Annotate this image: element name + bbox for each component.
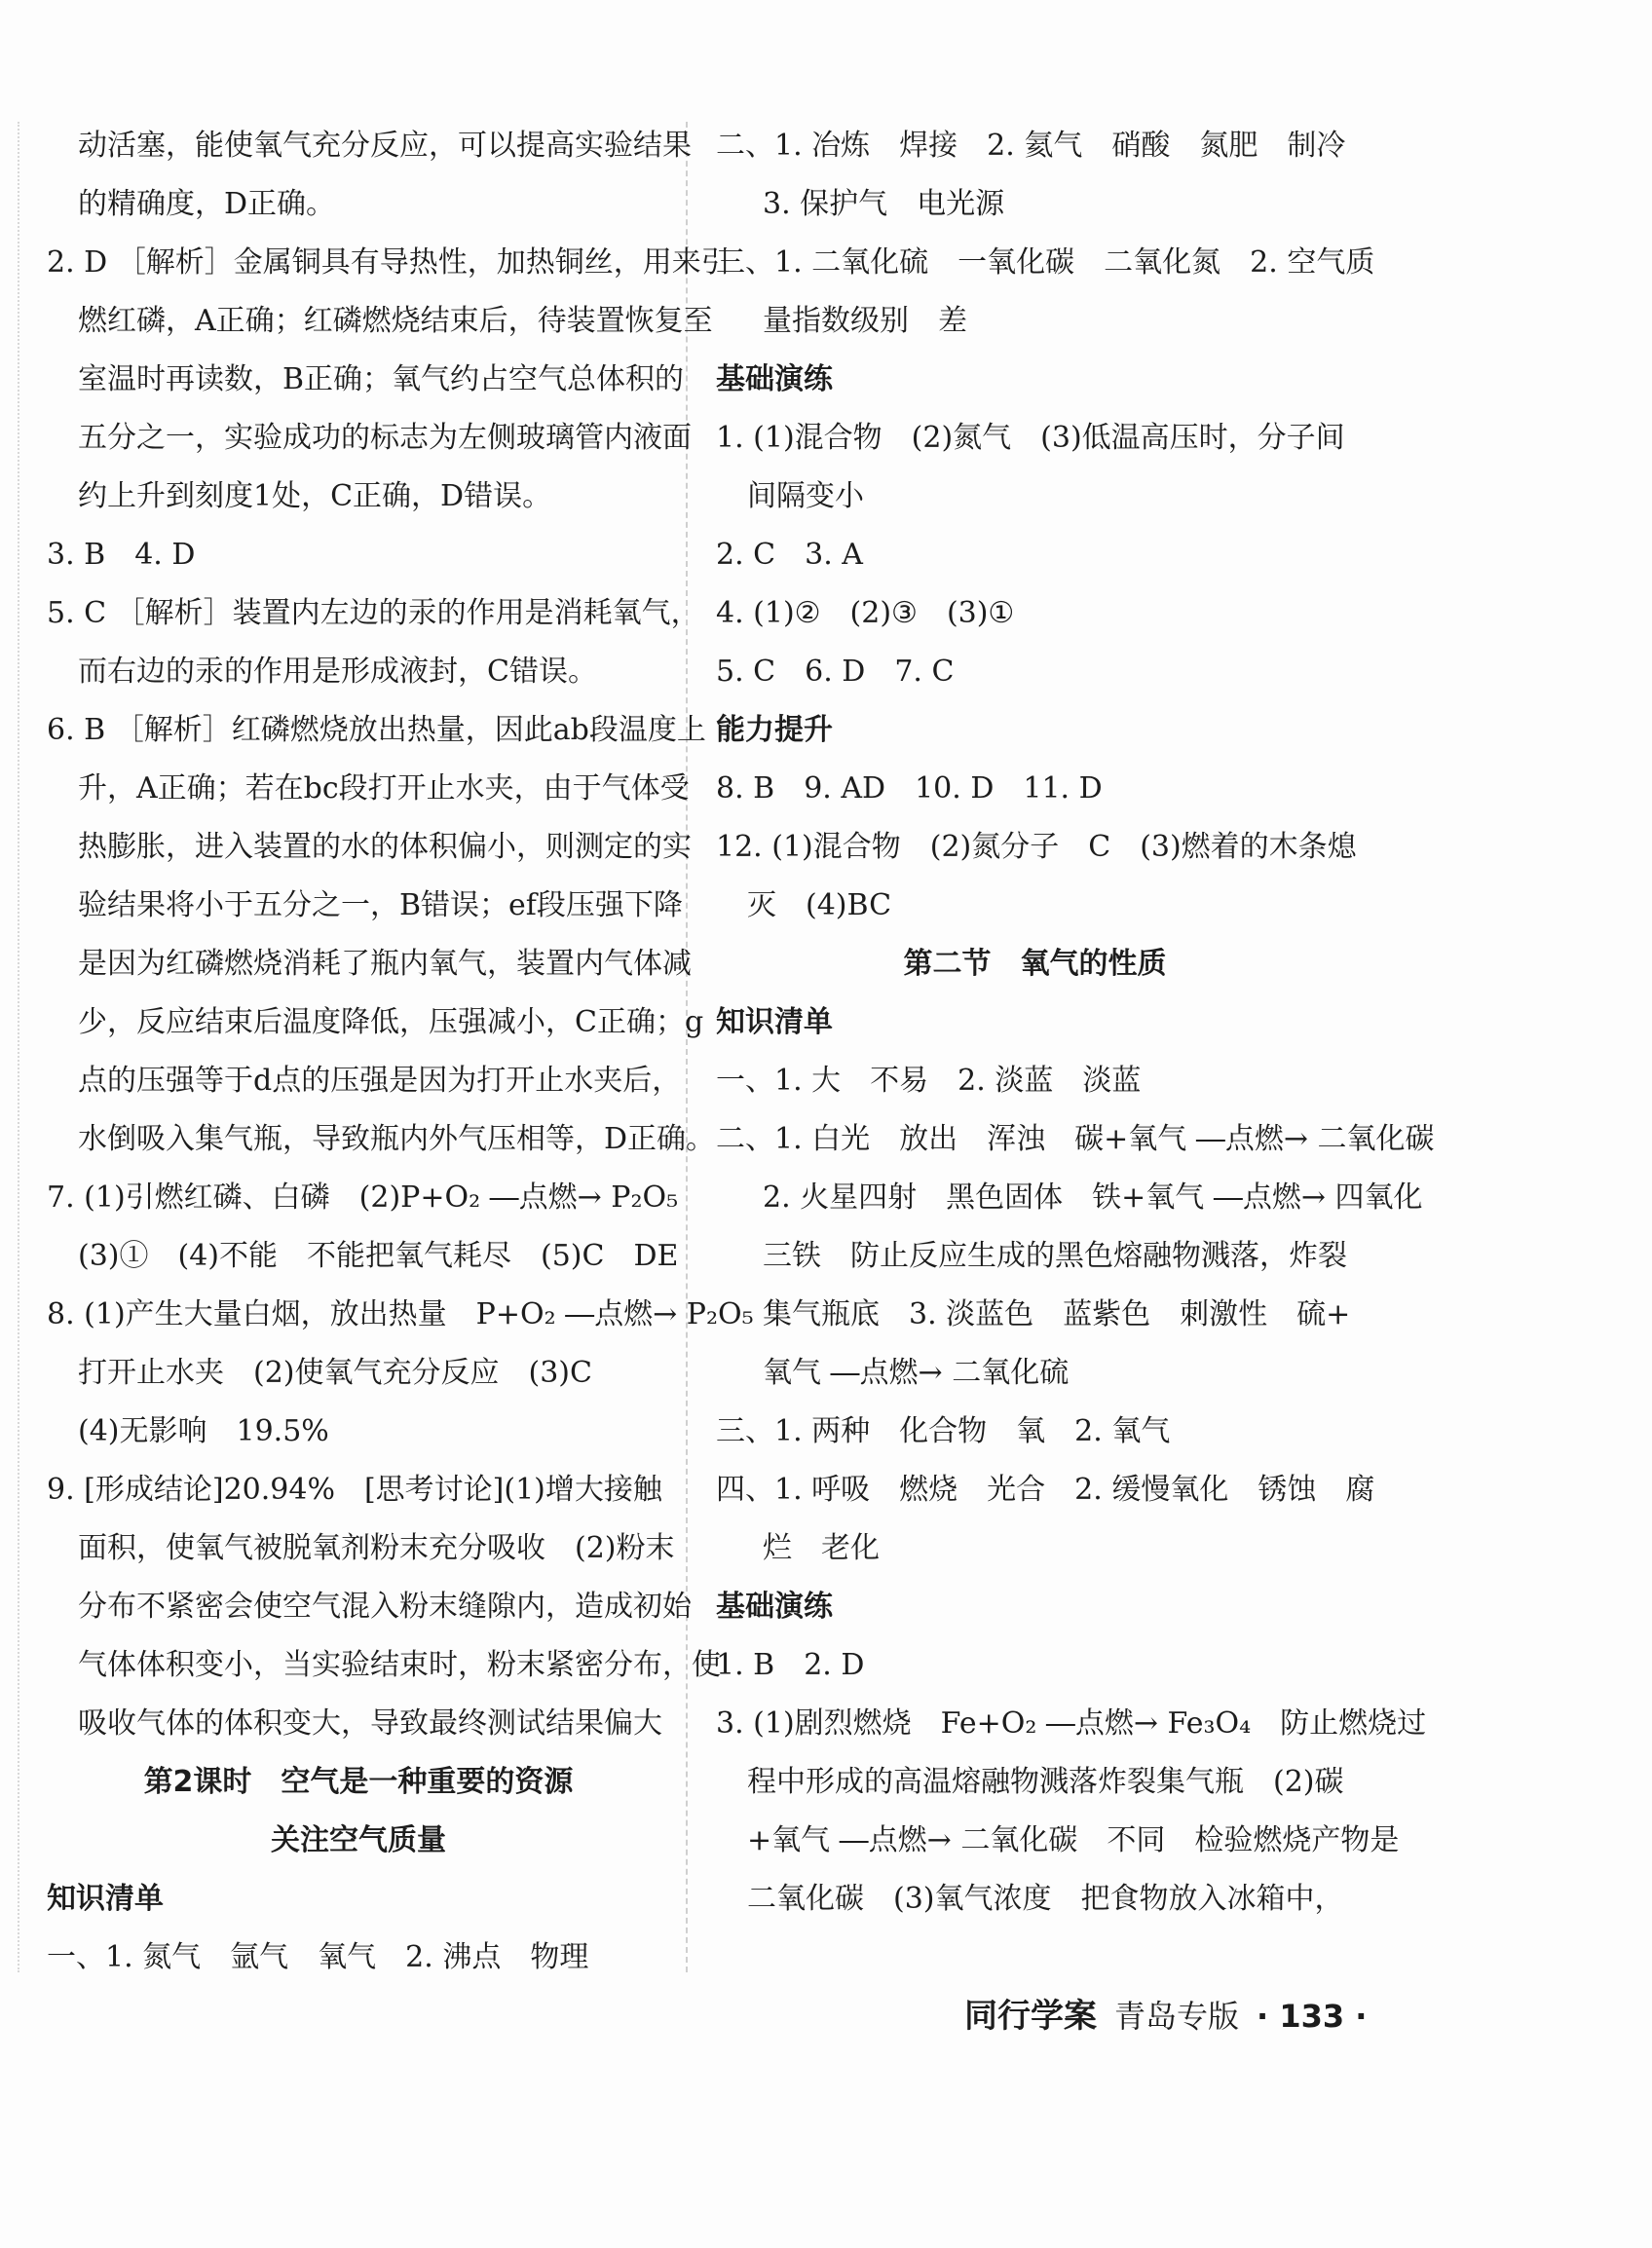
lesson-title: 第2课时 空气是一种重要的资源	[143, 1765, 574, 1799]
answer-item: 四、1. 呼吸 燃烧 光合 2. 缓慢氧化 锈蚀 腐	[716, 1473, 1375, 1507]
text-line: 验结果将小于五分之一，B错误；ef段压强下降	[78, 888, 683, 922]
text-line: 水倒吸入集气瓶，导致瓶内外气压相等，D正确。	[78, 1122, 716, 1156]
answer-item: 一、1. 大 不易 2. 淡蓝 淡蓝	[716, 1064, 1142, 1098]
answer-item: 9. [形成结论]20.94% [思考讨论](1)增大接触	[47, 1473, 662, 1507]
answer-item: 一、1. 氮气 氩气 氧气 2. 沸点 物理	[47, 1940, 589, 1974]
text-line: 打开止水夹 (2)使氧气充分反应 (3)C	[78, 1356, 592, 1390]
answer-item: 8. (1)产生大量白烟，放出热量 P+O₂ ―点燃→ P₂O₅	[47, 1297, 754, 1331]
text-line: 气体体积变小，当实验结束时，粉末紧密分布，使	[78, 1648, 721, 1682]
text-line: 少，反应结束后温度降低，压强减小，C正确；g	[78, 1005, 704, 1039]
section-heading-ability: 能力提升	[716, 713, 833, 747]
answer-item: 12. (1)混合物 (2)氮分子 C (3)燃着的木条熄	[716, 830, 1357, 864]
answer-item: 2. C 3. A	[716, 538, 863, 572]
answer-item: 5. C 6. D 7. C	[716, 655, 955, 689]
text-line: 约上升到刻度1处，C正确，D错误。	[78, 479, 552, 513]
text-line: (4)无影响 19.5%	[78, 1414, 329, 1448]
answer-item: 1. (1)混合物 (2)氮气 (3)低温高压时，分子间	[716, 421, 1345, 455]
answer-item: 二、1. 白光 放出 浑浊 碳+氧气 ―点燃→ 二氧化碳	[716, 1122, 1435, 1156]
answer-item: 8. B 9. AD 10. D 11. D	[716, 771, 1103, 806]
section-heading-knowledge: 知识清单	[47, 1882, 164, 1916]
answer-item: 1. B 2. D	[716, 1648, 865, 1682]
section-heading-knowledge: 知识清单	[716, 1005, 833, 1039]
text-line: 量指数级别 差	[763, 304, 967, 338]
answer-item: 6. B ［解析］红磷燃烧放出热量，因此ab段温度上	[47, 713, 706, 747]
answer-item: 7. (1)引燃红磷、白磷 (2)P+O₂ ―点燃→ P₂O₅	[47, 1180, 679, 1215]
left-column	[47, 117, 754, 1987]
section-title: 第二节 氧气的性质	[903, 947, 1167, 981]
text-line: 面积，使氧气被脱氧剂粉末充分吸收 (2)粉末	[78, 1531, 675, 1565]
section-heading-basic: 基础演练	[716, 362, 833, 396]
book-edition: 青岛专版	[1114, 1998, 1240, 2035]
text-line: 间隔变小	[747, 479, 864, 513]
answer-item: 5. C ［解析］装置内左边的汞的作用是消耗氧气，	[47, 596, 700, 630]
text-line: +氧气 ―点燃→ 二氧化碳 不同 检验燃烧产物是	[747, 1823, 1400, 1857]
lesson-subtitle: 关注空气质量	[271, 1823, 446, 1857]
answer-item: 3. (1)剧烈燃烧 Fe+O₂ ―点燃→ Fe₃O₄ 防止燃烧过	[716, 1706, 1427, 1741]
book-brand: 同行学案	[964, 1997, 1097, 2036]
text-line: 热膨胀，进入装置的水的体积偏小，则测定的实	[78, 830, 692, 864]
text-line: 氧气 ―点燃→ 二氧化硫	[763, 1356, 1070, 1390]
text-line: 升，A正确；若在bc段打开止水夹，由于气体受	[78, 771, 690, 806]
text-line: 点的压强等于d点的压强是因为打开止水夹后，	[78, 1064, 682, 1098]
text-line: 烂 老化	[763, 1531, 880, 1565]
text-line: 集气瓶底 3. 淡蓝色 蓝紫色 刺激性 硫+	[763, 1297, 1351, 1331]
section-heading-basic: 基础演练	[716, 1590, 833, 1624]
text-line: 灭 (4)BC	[747, 888, 892, 922]
answer-item: 2. D ［解析］金属铜具有导热性，加热铜丝，用来引	[47, 245, 731, 280]
text-line: 燃红磷，A正确；红磷燃烧结束后，待装置恢复至	[78, 304, 713, 338]
page-footer	[964, 1987, 1367, 2045]
text-line: 3. 保护气 电光源	[763, 187, 1005, 221]
text-line: 二氧化碳 (3)氧气浓度 把食物放入冰箱中，	[747, 1882, 1344, 1916]
answer-item: 4. (1)② (2)③ (3)①	[716, 596, 1015, 630]
text-line: 2. 火星四射 黑色固体 铁+氧气 ―点燃→ 四氧化	[763, 1180, 1423, 1215]
answer-item: 三、1. 二氧化硫 一氧化碳 二氧化氮 2. 空气质	[716, 245, 1375, 280]
text-line: 是因为红磷燃烧消耗了瓶内氧气，装置内气体减	[78, 947, 692, 981]
text-line: 分布不紧密会使空气混入粉末缝隙内，造成初始	[78, 1590, 692, 1624]
page-number: · 133 ·	[1257, 1998, 1368, 2035]
text-line: 程中形成的高温熔融物溅落炸裂集气瓶 (2)碳	[747, 1765, 1344, 1799]
text-line: 吸收气体的体积变大，导致最终测试结果偏大	[78, 1706, 662, 1741]
text-line: (3)① (4)不能 不能把氧气耗尽 (5)C DE	[78, 1239, 679, 1273]
text-line: 室温时再读数，B正确；氧气约占空气总体积的	[78, 362, 685, 396]
text-line: 的精确度，D正确。	[78, 187, 336, 221]
text-line: 动活塞，能使氧气充分反应，可以提高实验结果	[78, 129, 692, 163]
binding-edge	[18, 122, 19, 1972]
text-line: 而右边的汞的作用是形成液封，C错误。	[78, 655, 597, 689]
answer-item: 三、1. 两种 化合物 氧 2. 氧气	[716, 1414, 1171, 1448]
text-line: 五分之一，实验成功的标志为左侧玻璃管内液面	[78, 421, 692, 455]
right-column	[716, 117, 1435, 1929]
answer-item: 二、1. 冶炼 焊接 2. 氦气 硝酸 氮肥 制冷	[716, 129, 1346, 163]
answer-item: 3. B 4. D	[47, 538, 196, 572]
text-line: 三铁 防止反应生成的黑色熔融物溅落，炸裂	[763, 1239, 1347, 1273]
